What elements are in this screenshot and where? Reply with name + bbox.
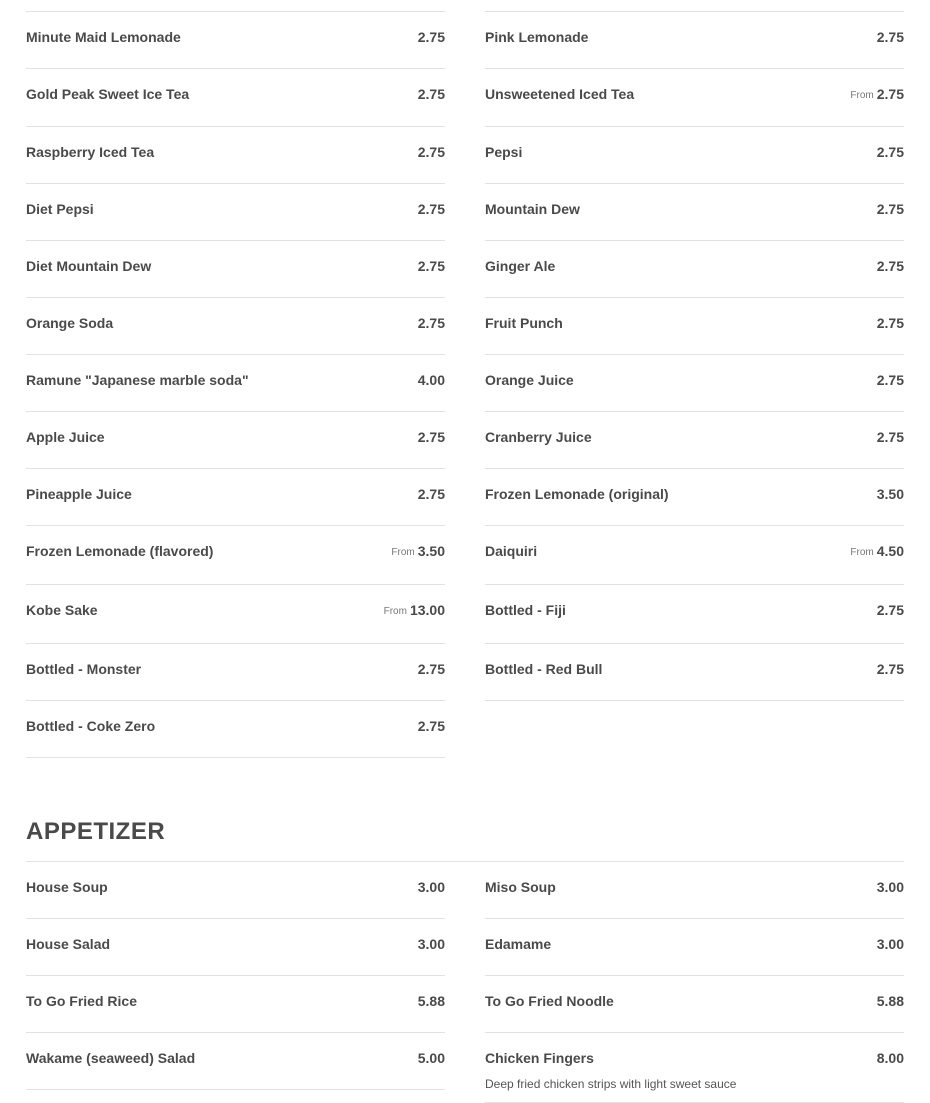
menu-item[interactable] — [26, 241, 445, 298]
price-value: 2.75 — [417, 429, 445, 445]
menu-item-name: Bottled - Coke Zero — [26, 718, 156, 734]
price-value: 2.75 — [876, 29, 904, 45]
menu-item-name: Ginger Ale — [485, 258, 556, 274]
menu-item[interactable] — [485, 298, 904, 355]
menu-item[interactable] — [26, 701, 445, 758]
price-value: 3.00 — [417, 936, 445, 952]
price-value: 2.75 — [417, 661, 445, 677]
price-value: 5.88 — [876, 993, 904, 1009]
price-value: 2.75 — [876, 429, 904, 445]
menu-item[interactable] — [485, 241, 904, 298]
menu-item-price — [850, 86, 904, 102]
menu-item-name: Kobe Sake — [26, 602, 98, 618]
price-value: 2.75 — [417, 144, 445, 160]
menu-item-name: Bottled - Red Bull — [485, 661, 603, 677]
menu-item[interactable] — [485, 69, 904, 127]
menu-item-price — [877, 879, 904, 895]
menu-item[interactable] — [26, 69, 445, 127]
menu-item[interactable] — [485, 976, 904, 1033]
price-value: 2.75 — [876, 86, 904, 102]
menu-item[interactable] — [26, 644, 445, 701]
drinks-left-column — [26, 12, 445, 758]
menu-item[interactable] — [485, 127, 904, 184]
menu-item-name: Diet Pepsi — [26, 201, 94, 217]
price-from-label: From — [383, 606, 407, 617]
menu-item-price — [418, 86, 445, 102]
menu-item[interactable] — [26, 412, 445, 469]
menu-item-price — [850, 543, 904, 559]
menu-item-price — [391, 543, 445, 559]
menu-item[interactable] — [26, 1033, 445, 1090]
menu-item[interactable] — [26, 976, 445, 1033]
menu-item-name: Miso Soup — [485, 879, 556, 895]
menu-item-name: Pink Lemonade — [485, 29, 589, 45]
menu-item[interactable] — [26, 127, 445, 184]
price-value: 2.75 — [876, 201, 904, 217]
menu-item-price — [418, 993, 445, 1009]
price-value: 8.00 — [876, 1050, 904, 1066]
menu-item-price — [877, 372, 904, 388]
menu-item[interactable] — [485, 526, 904, 585]
price-value: 3.50 — [876, 486, 904, 502]
menu-item[interactable] — [26, 585, 445, 644]
menu-item[interactable] — [485, 12, 904, 69]
menu-item[interactable] — [26, 298, 445, 355]
menu-item[interactable] — [485, 919, 904, 976]
menu-item-name: Mountain Dew — [485, 201, 580, 217]
price-value: 2.75 — [417, 718, 445, 734]
menu-item-price — [418, 29, 445, 45]
menu-item-price — [877, 315, 904, 331]
price-value: 4.00 — [417, 372, 445, 388]
menu-item[interactable] — [485, 585, 904, 644]
price-value: 2.75 — [876, 258, 904, 274]
menu-item[interactable] — [485, 355, 904, 412]
price-value: 2.75 — [876, 661, 904, 677]
price-value: 13.00 — [409, 602, 445, 618]
menu-item-price — [418, 936, 445, 952]
menu-item-name: To Go Fried Rice — [26, 993, 137, 1009]
menu-item-name: House Soup — [26, 879, 108, 895]
menu-item-price — [418, 201, 445, 217]
menu-item-name: Raspberry Iced Tea — [26, 144, 155, 160]
price-from-label: From — [850, 547, 874, 558]
menu-item[interactable] — [485, 412, 904, 469]
price-value: 5.88 — [417, 993, 445, 1009]
menu-item-name: Bottled - Fiji — [485, 602, 566, 618]
menu-item-price — [877, 486, 904, 502]
menu-item[interactable] — [485, 469, 904, 526]
menu-item[interactable] — [485, 862, 904, 919]
menu-item[interactable] — [26, 919, 445, 976]
price-value: 3.50 — [417, 543, 445, 559]
menu-item[interactable] — [26, 469, 445, 526]
menu-item-name: Unsweetened Iced Tea — [485, 86, 635, 102]
menu-item-price — [418, 661, 445, 677]
menu-item-price — [418, 429, 445, 445]
menu-item-price — [877, 661, 904, 677]
menu-item-price — [418, 372, 445, 388]
menu-item-price — [418, 486, 445, 502]
menu-item-name: Cranberry Juice — [485, 429, 592, 445]
price-value: 2.75 — [876, 315, 904, 331]
menu-item-name: Fruit Punch — [485, 315, 563, 331]
menu-item[interactable] — [26, 862, 445, 919]
price-from-label: From — [850, 90, 874, 101]
menu-item-name: House Salad — [26, 936, 111, 952]
price-value: 2.75 — [876, 372, 904, 388]
menu-item-price — [877, 201, 904, 217]
menu-item[interactable] — [485, 184, 904, 241]
menu-item-name: Daiquiri — [485, 543, 538, 559]
menu-item-name: Orange Soda — [26, 315, 114, 331]
price-value: 2.75 — [876, 602, 904, 618]
menu-item-price — [877, 1050, 904, 1066]
price-from-label: From — [391, 547, 415, 558]
menu-item[interactable] — [485, 644, 904, 701]
menu-item-price — [418, 144, 445, 160]
menu-item[interactable] — [26, 12, 445, 69]
price-value: 3.00 — [417, 879, 445, 895]
menu-item[interactable] — [26, 184, 445, 241]
price-value: 3.00 — [876, 936, 904, 952]
price-value: 2.75 — [417, 258, 445, 274]
price-value: 3.00 — [876, 879, 904, 895]
price-value: 2.75 — [417, 315, 445, 331]
appetizer-right-column — [485, 862, 904, 1103]
menu-item-name: Edamame — [485, 936, 552, 952]
menu-item-name: Bottled - Monster — [26, 661, 142, 677]
menu-item-price — [418, 718, 445, 734]
price-value: 5.00 — [417, 1050, 445, 1066]
menu-item[interactable] — [485, 1033, 904, 1103]
menu-item-price — [418, 258, 445, 274]
menu-item-name: Ramune "Japanese marble soda" — [26, 372, 249, 388]
menu-item-price — [877, 602, 904, 618]
menu-item-price — [877, 993, 904, 1009]
price-value: 2.75 — [417, 29, 445, 45]
menu-item-price — [384, 602, 445, 618]
menu-item-name: Frozen Lemonade (original) — [485, 486, 669, 502]
price-value: 4.50 — [876, 543, 904, 559]
drinks-right-column — [485, 12, 904, 701]
price-value: 2.75 — [876, 144, 904, 160]
menu-item-price — [877, 258, 904, 274]
menu-item-price — [418, 1050, 445, 1066]
price-value: 2.75 — [417, 201, 445, 217]
menu-item-name: Wakame (seaweed) Salad — [26, 1050, 196, 1066]
menu-item-name: Apple Juice — [26, 429, 105, 445]
menu-item-description: Deep fried chicken strips with light sweet sauce — [485, 1077, 737, 1091]
menu-item-price — [877, 429, 904, 445]
menu-item-name: Frozen Lemonade (flavored) — [26, 543, 214, 559]
menu-item-name: Pineapple Juice — [26, 486, 132, 502]
price-value: 2.75 — [417, 86, 445, 102]
appetizer-left-column — [26, 862, 445, 1090]
menu-item-name: Chicken Fingers — [485, 1050, 594, 1066]
menu-item-name: Diet Mountain Dew — [26, 258, 152, 274]
menu-item-price — [877, 29, 904, 45]
menu-item[interactable] — [26, 526, 445, 585]
menu-item-name: To Go Fried Noodle — [485, 993, 614, 1009]
menu-item-price — [877, 144, 904, 160]
menu-item[interactable] — [26, 355, 445, 412]
menu-item-name: Orange Juice — [485, 372, 574, 388]
menu-item-price — [418, 879, 445, 895]
price-value: 2.75 — [417, 486, 445, 502]
menu-item-name: Pepsi — [485, 144, 523, 160]
menu-item-name: Gold Peak Sweet Ice Tea — [26, 86, 190, 102]
menu-item-name: Minute Maid Lemonade — [26, 29, 181, 45]
menu-item-price — [418, 315, 445, 331]
section-title-appetizer: APPETIZER — [26, 818, 166, 845]
menu-item-price — [877, 936, 904, 952]
